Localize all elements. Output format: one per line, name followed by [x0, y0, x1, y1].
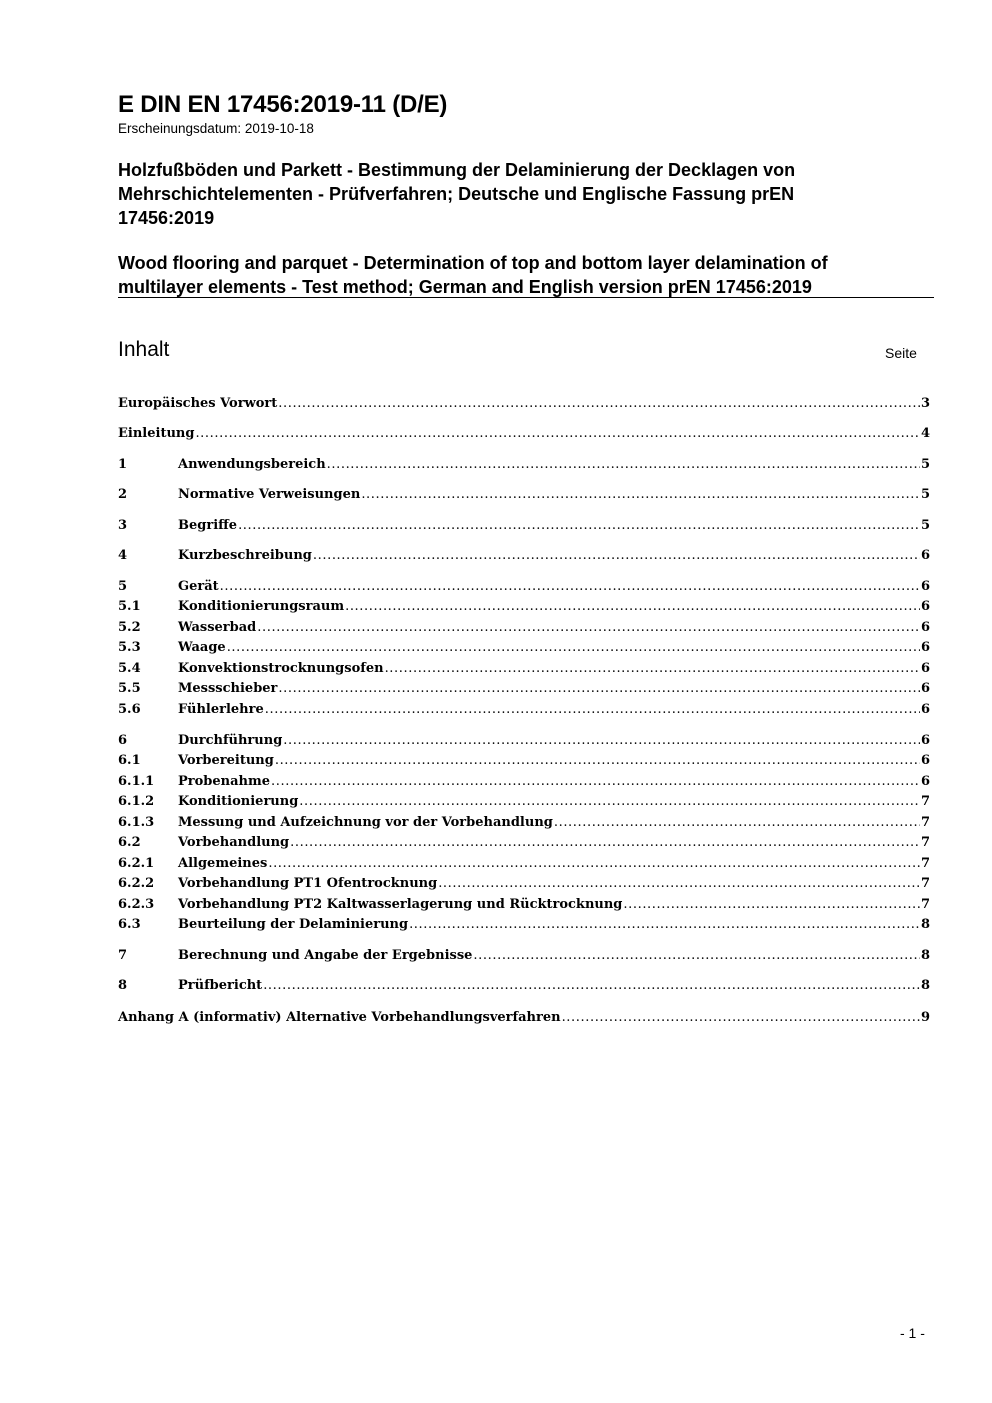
toc-entry-number: 6.2.1: [118, 856, 155, 871]
toc-entry[interactable]: [118, 753, 930, 773]
toc-leader-dots: [268, 856, 920, 871]
toc-entry-number: 6.1: [118, 753, 141, 768]
toc-entry[interactable]: [118, 794, 930, 814]
title-german-line: Mehrschichtelementen - Prüfverfahren; Deutsche und Englische Fassung prEN: [118, 184, 795, 204]
toc-entry[interactable]: [118, 457, 930, 477]
toc-leader-dots: [257, 620, 920, 635]
toc-entry-page: 6: [920, 774, 930, 789]
toc-entry-label: Konditionierungsraum: [178, 599, 345, 614]
toc-leader-dots: [562, 1010, 920, 1025]
toc-entry[interactable]: [118, 917, 930, 937]
toc-entry[interactable]: [118, 702, 930, 722]
toc-entry[interactable]: [118, 487, 930, 507]
toc-entry-page: 7: [920, 794, 930, 809]
toc-heading: Inhalt: [118, 338, 170, 361]
toc-entry[interactable]: [118, 733, 930, 753]
toc-leader-dots: [275, 753, 920, 768]
title-english-line: multilayer elements - Test method; German and English version prEN 17456:2019: [118, 277, 812, 297]
toc-entry-label: Einleitung: [118, 426, 195, 441]
toc-leader-dots: [278, 396, 920, 411]
toc-entry-page: 7: [920, 856, 930, 871]
toc-entry-number: 3: [118, 518, 128, 533]
toc-entry[interactable]: [118, 548, 930, 568]
toc-leader-dots: [473, 948, 920, 963]
toc-entry-label: Konditionierung: [178, 794, 299, 809]
toc-leader-dots: [227, 640, 920, 655]
toc-entry-label: Normative Verweisungen: [178, 487, 361, 502]
header-divider: [118, 297, 934, 298]
toc-leader-dots: [361, 487, 920, 502]
toc-entry-label: Anwendungsbereich: [178, 457, 326, 472]
title-english: [118, 251, 928, 299]
toc-entry-label: Waage: [178, 640, 226, 655]
toc-entry-label: Berechnung und Angabe der Ergebnisse: [178, 948, 473, 963]
toc-entry-label: Wasserbad: [178, 620, 257, 635]
toc-entry-label: Messung und Aufzeichnung vor der Vorbehandlung: [178, 815, 553, 830]
toc-leader-dots: [195, 426, 920, 441]
document-id: E DIN EN 17456:2019-11 (D/E): [118, 91, 448, 118]
toc-entry-number: 5: [118, 579, 128, 594]
toc-entry-label: Probenahme: [178, 774, 271, 789]
toc-entry-label: Europäisches Vorwort: [118, 396, 278, 411]
toc-entry-page: 6: [920, 753, 930, 768]
toc-entry-page: 6: [920, 681, 930, 696]
toc-leader-dots: [263, 978, 920, 993]
toc-entry-page: 3: [920, 396, 930, 411]
toc-entry-number: 6.3: [118, 917, 141, 932]
title-german-line: Holzfußböden und Parkett - Bestimmung der Delaminierung der Decklagen von: [118, 160, 796, 180]
toc-entry-label: Prüfbericht: [178, 978, 263, 993]
toc-entry-number: 6.1.3: [118, 815, 155, 830]
toc-entry-page: 9: [920, 1010, 930, 1025]
toc-leader-dots: [271, 774, 920, 789]
toc-leader-dots: [385, 661, 920, 676]
toc-entry[interactable]: [118, 579, 930, 599]
toc-entry-number: 7: [118, 948, 128, 963]
title-german-line: 17456:2019: [118, 208, 215, 228]
toc-leader-dots: [265, 702, 920, 717]
toc-leader-dots: [623, 897, 920, 912]
toc-entry-page: 6: [920, 640, 930, 655]
toc-page-column-label: Seite: [885, 345, 917, 361]
toc-entry-number: 2: [118, 487, 128, 502]
toc-entry-page: 6: [920, 661, 930, 676]
toc-entry-page: 7: [920, 815, 930, 830]
toc-entry-number: 5.5: [118, 681, 141, 696]
toc-entry-page: 8: [920, 948, 930, 963]
toc-entry-page: 6: [920, 579, 930, 594]
toc-entry[interactable]: [118, 620, 930, 640]
toc-entry-label: Vorbehandlung PT1 Ofentrocknung: [178, 876, 438, 891]
page-number: - 1 -: [900, 1325, 925, 1341]
toc-entry-number: 8: [118, 978, 128, 993]
toc-entry-page: 6: [920, 702, 930, 717]
toc-entry-page: 6: [920, 548, 930, 563]
toc-leader-dots: [290, 835, 920, 850]
toc-entry-number: 6.1.2: [118, 794, 155, 809]
toc-leader-dots: [283, 733, 920, 748]
toc-leader-dots: [327, 457, 920, 472]
title-german: [118, 158, 918, 230]
toc-leader-dots: [299, 794, 920, 809]
toc-entry-label: Messschieber: [178, 681, 278, 696]
toc-entry-number: 5.4: [118, 661, 141, 676]
publication-date: Erscheinungsdatum: 2019-10-18: [118, 121, 314, 136]
toc-entry-label: Kurzbeschreibung: [178, 548, 312, 563]
toc-entry-number: 6.2: [118, 835, 141, 850]
toc-entry-number: 6.1.1: [118, 774, 155, 789]
toc-entry-number: 5.2: [118, 620, 141, 635]
toc-entry-label: Konvektionstrocknungsofen: [178, 661, 384, 676]
toc-entry[interactable]: [118, 897, 930, 917]
toc-entry[interactable]: [118, 681, 930, 701]
toc-entry-label: Allgemeines: [178, 856, 268, 871]
toc-entry-number: 5.3: [118, 640, 141, 655]
toc-leader-dots: [345, 599, 920, 614]
toc-entry[interactable]: [118, 774, 930, 794]
toc-entry-number: 4: [118, 548, 128, 563]
toc-entry[interactable]: [118, 518, 930, 538]
toc-leader-dots: [313, 548, 920, 563]
toc-entry-label: Anhang A (informativ) Alternative Vorbehandlungsverfahren: [118, 1010, 561, 1025]
toc-entry[interactable]: [118, 948, 930, 968]
toc-entry[interactable]: [118, 396, 930, 416]
toc-entry-label: Vorbehandlung PT2 Kaltwasserlagerung und Rücktrocknung: [178, 897, 623, 912]
toc-entry[interactable]: [118, 426, 930, 446]
toc-entry[interactable]: [118, 876, 930, 896]
toc-entry-page: 8: [920, 917, 930, 932]
toc-entry-number: 6.2.3: [118, 897, 155, 912]
toc-entry-page: 5: [920, 487, 930, 502]
toc-entry[interactable]: [118, 978, 930, 998]
toc-entry-label: Durchführung: [178, 733, 283, 748]
toc-entry-number: 5.6: [118, 702, 141, 717]
toc-entry[interactable]: [118, 599, 930, 619]
toc-leader-dots: [278, 681, 920, 696]
toc-entry[interactable]: [118, 661, 930, 681]
toc-entry-label: Begriffe: [178, 518, 238, 533]
toc-leader-dots: [409, 917, 920, 932]
title-english-line: Wood flooring and parquet - Determination of top and bottom layer delamination of: [118, 253, 828, 273]
toc-entry-page: 4: [920, 426, 930, 441]
toc-entry-number: 1: [118, 457, 128, 472]
toc-leader-dots: [438, 876, 920, 891]
toc-entry-page: 6: [920, 733, 930, 748]
toc-entry[interactable]: [118, 815, 930, 835]
toc-entry-page: 6: [920, 620, 930, 635]
toc-entry-page: 6: [920, 599, 930, 614]
toc-entry-label: Vorbereitung: [178, 753, 274, 768]
toc-entry[interactable]: [118, 835, 930, 855]
toc-entry-label: Beurteilung der Delaminierung: [178, 917, 409, 932]
toc-entry-number: 6: [118, 733, 128, 748]
toc-entry-page: 7: [920, 876, 930, 891]
toc-entry-label: Fühlerlehre: [178, 702, 264, 717]
toc-entry-number: 5.1: [118, 599, 141, 614]
toc-entry-page: 5: [920, 457, 930, 472]
toc-leader-dots: [238, 518, 920, 533]
toc-entry-page: 8: [920, 978, 930, 993]
toc-entry-page: 5: [920, 518, 930, 533]
toc-entry-page: 7: [920, 835, 930, 850]
toc-entry[interactable]: [118, 1010, 930, 1030]
toc-entry-number: 6.2.2: [118, 876, 155, 891]
toc-entry[interactable]: [118, 640, 930, 660]
toc-entry[interactable]: [118, 856, 930, 876]
toc-entry-label: Vorbehandlung: [178, 835, 290, 850]
toc-entry-label: Gerät: [178, 579, 219, 594]
toc-entry-page: 7: [920, 897, 930, 912]
toc-leader-dots: [554, 815, 920, 830]
toc-leader-dots: [220, 579, 920, 594]
